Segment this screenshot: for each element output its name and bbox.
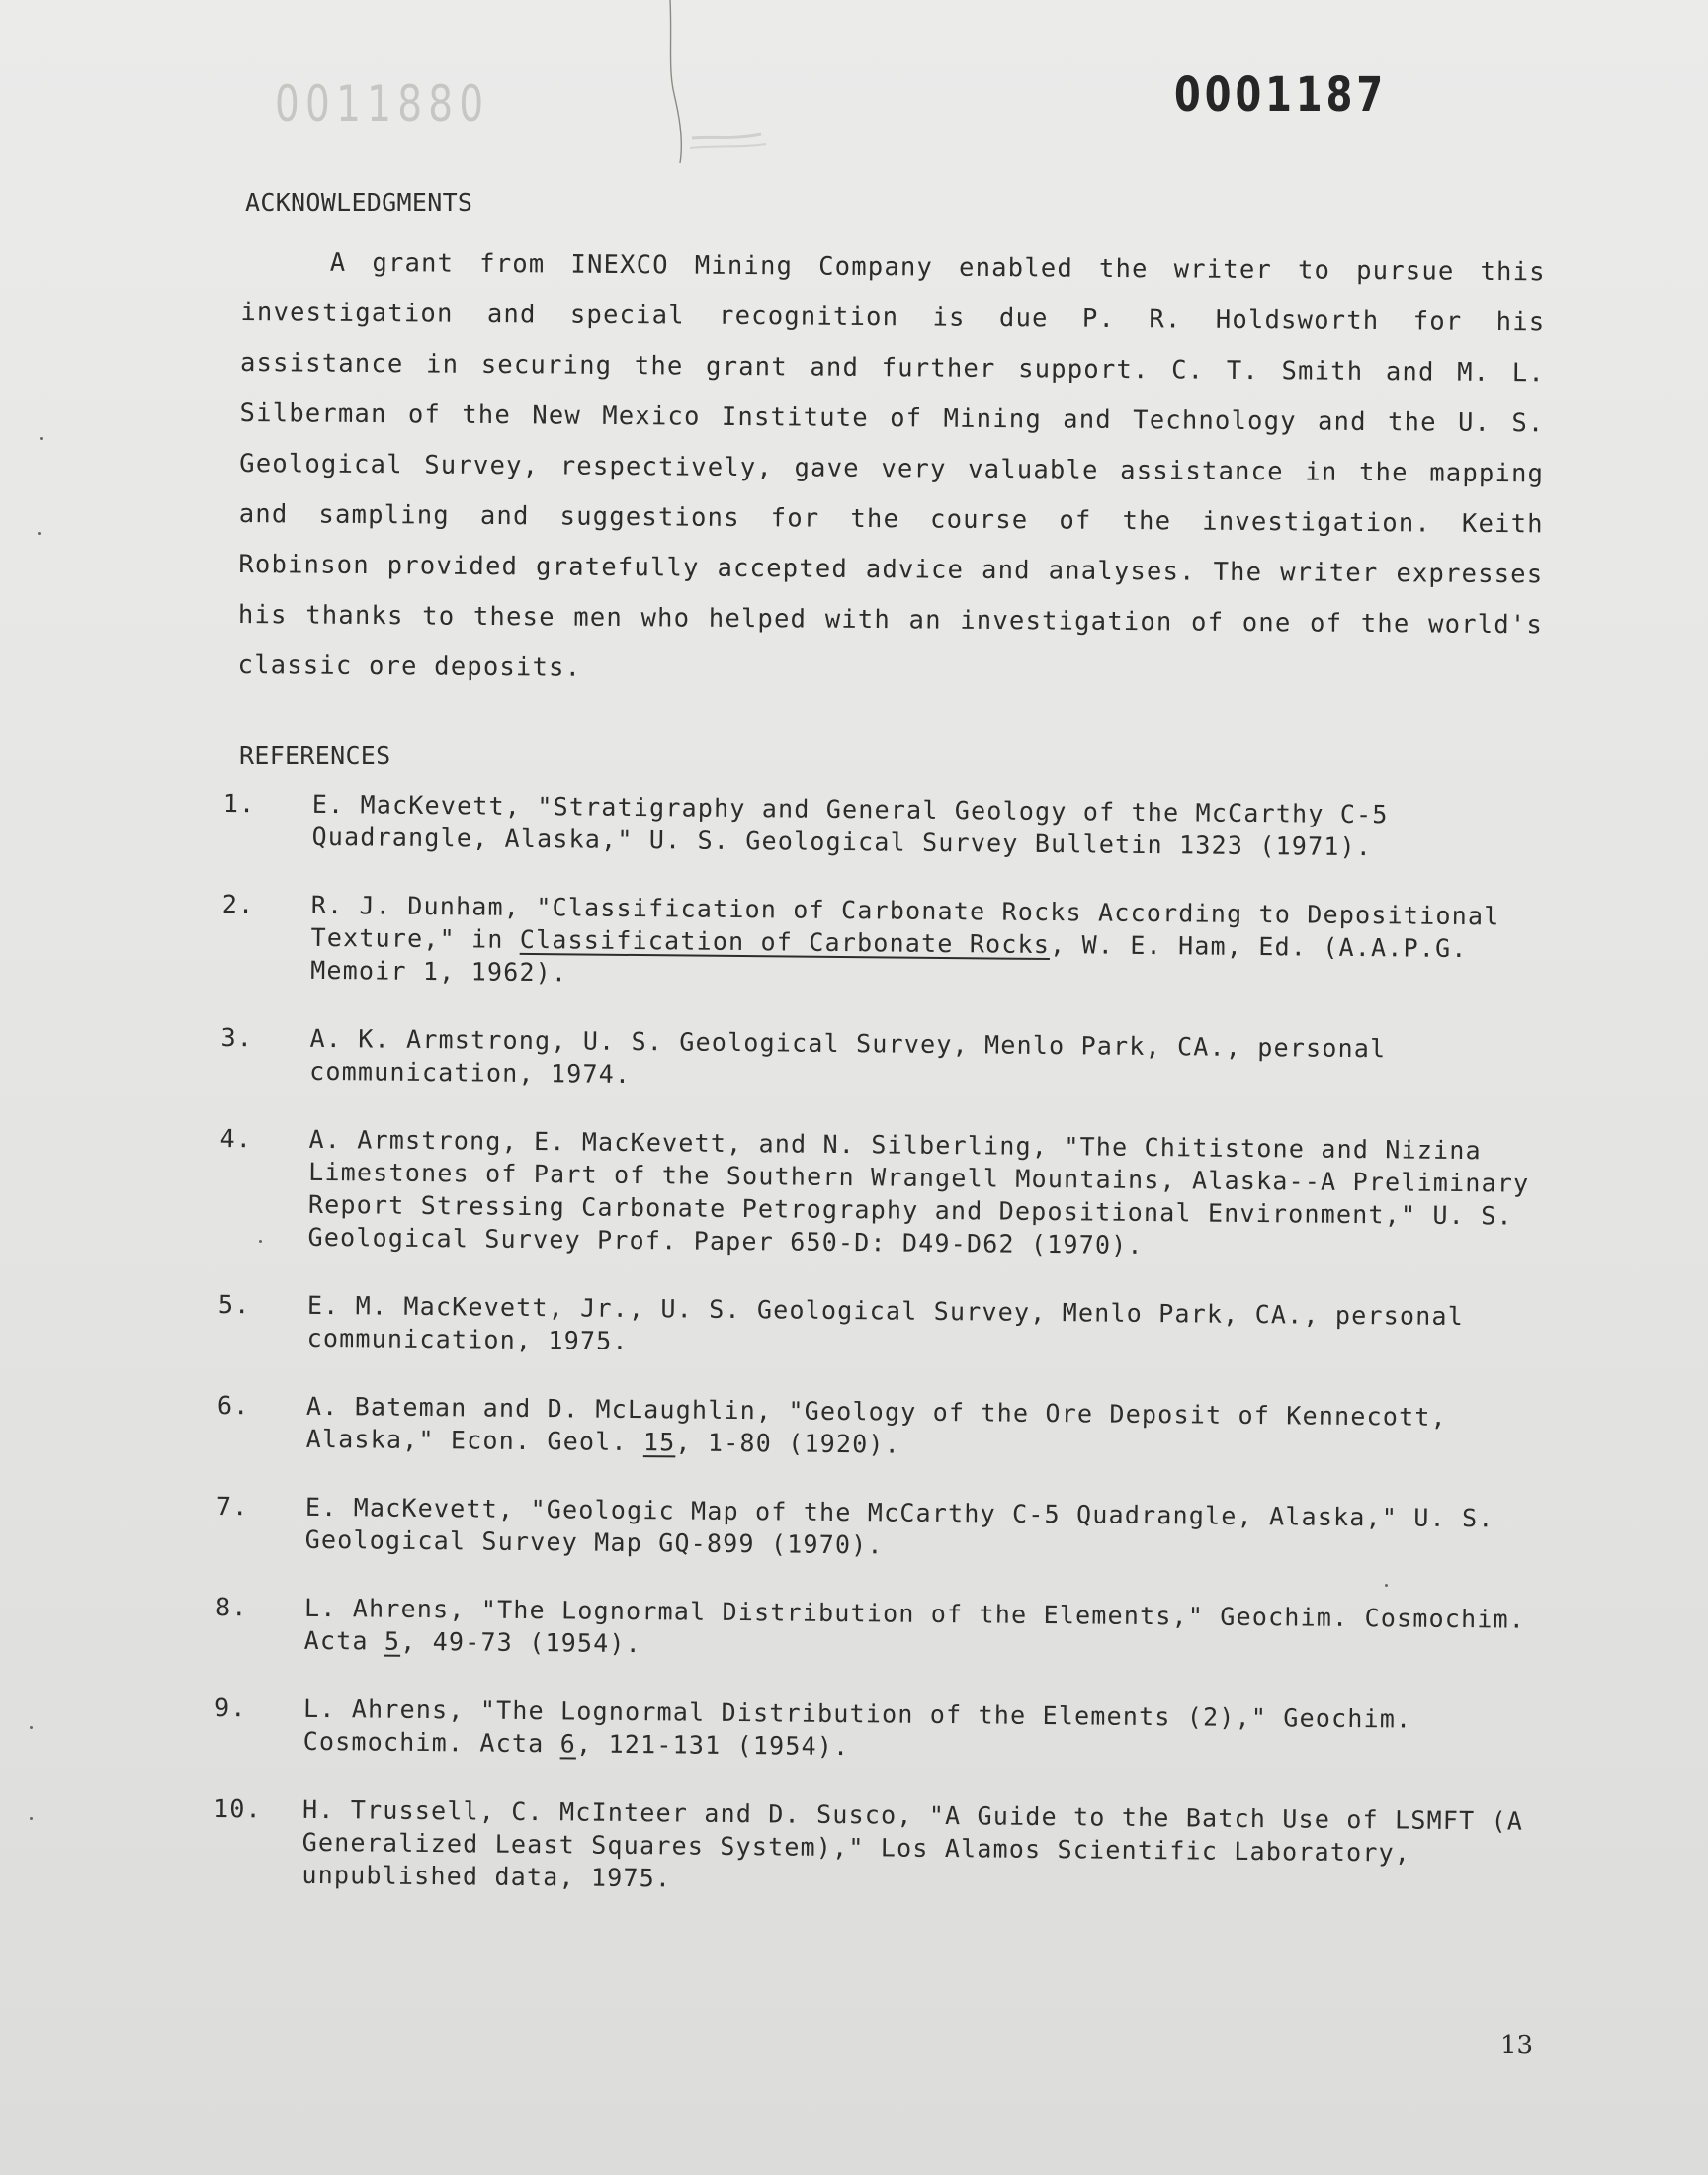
reference-item [213, 1792, 1558, 1903]
reference-number: 2. [221, 889, 255, 919]
reference-item [220, 1021, 1566, 1099]
document-number-stamp: 0001187 [1174, 67, 1388, 123]
reference-volume: 6 [559, 1729, 577, 1759]
reference-item [214, 1692, 1560, 1770]
margin-speck [38, 532, 41, 535]
reference-text: H. Trussell, C. McInteer and D. Susco, "A Guide to the Batch Use of LSMFT (A Generalized Least Squares System)," Los Alamos Scientific Laboratory, unpublished data, 1975. [301, 1794, 1524, 1893]
margin-speck [1385, 1584, 1388, 1587]
reference-text: A. Armstrong, E. MacKevett, and N. Silberling, "The Chitistone and Nizina Limestones of Part of the Southern Wrangell Mountains, Alaska--A Preliminary Report Stressing Carbonate Petrography and Depositional Environment," U. S. Geological Survey Prof. Paper 650-D: D49-D62 (1970). [307, 1124, 1530, 1260]
reference-text-post: , 1-80 (1920). [675, 1428, 901, 1459]
reference-number: 7. [215, 1491, 249, 1522]
reference-number: 4. [219, 1123, 253, 1154]
acknowledgments-body: A grant from INEXCO Mining Company enabled the writer to pursue this investigation and special recognition is due P. R. Holdsworth for his assistance in securing the grant and further support. C. T. Smith and M. L. Silberman of the New Mexico Institute of Mining and Technology and the U. S. Geological Survey, respectively, gave very valuable assistance in the mapping and sampling and suggestions for the course of the investigation. Keith Robinson provided gratefully accepted advice and analyses. The writer expresses his thanks to these men who helped with an investigation of one of the world's classic ore deposits. [237, 247, 1546, 683]
reference-item [218, 1122, 1564, 1265]
reference-text-pre: L. Ahrens, "The Lognormal Distribution of the Elements (2)," Geochim. Cosmochim. Acta [302, 1694, 1412, 1759]
reference-item [216, 1490, 1562, 1568]
acknowledgments-heading: ACKNOWLEDGMENTS [245, 188, 473, 217]
reference-text-pre: R. J. Dunham, "Classification of Carbonate Rocks According to Depositional Texture," in [310, 890, 1500, 954]
paper-fold-mark [662, 0, 771, 173]
page-number: 13 [1500, 2031, 1534, 2060]
reference-book-title: Classification of Carbonate Rocks [519, 924, 1051, 960]
reference-text-pre: A. Bateman and D. McLaughlin, "Geology of the Ore Deposit of Kennecott, Alaska," Econ. Geol. [305, 1391, 1447, 1457]
reference-text [306, 1390, 1563, 1467]
reference-text [304, 1592, 1561, 1669]
reference-number: 10. [213, 1793, 262, 1824]
margin-speck [40, 437, 43, 440]
reference-item [217, 1288, 1563, 1366]
reference-text: E. MacKevett, "Geologic Map of the McCarthy C-5 Quadrangle, Alaska," U. S. Geological Survey Map GQ-899 (1970). [304, 1492, 1494, 1560]
reference-volume: 5 [384, 1626, 401, 1656]
reference-text: E. MacKevett, "Stratigraphy and General Geology of the McCarthy C-5 Quadrangle, Alaska," U. S. Geological Survey Bulletin 1323 (1971). [311, 789, 1389, 862]
reference-item [221, 888, 1567, 999]
reference-text-pre: L. Ahrens, "The Lognormal Distribution of the Elements," Geochim. Cosmochim. Acta [303, 1593, 1526, 1656]
reference-text: A. K. Armstrong, U. S. Geological Survey, Menlo Park, CA., personal communication, 1974. [309, 1023, 1387, 1088]
reference-text: E. M. MacKevett, Jr., U. S. Geological Survey, Menlo Park, CA., personal communication, 1975. [306, 1290, 1465, 1355]
margin-speck [30, 1817, 33, 1820]
reference-text [303, 1693, 1560, 1770]
reference-item [215, 1591, 1561, 1669]
margin-speck [30, 1726, 33, 1729]
margin-speck [259, 1240, 262, 1243]
reference-number: 5. [217, 1289, 251, 1320]
references-list [213, 787, 1568, 1939]
reference-number: 6. [216, 1390, 250, 1421]
reference-number: 9. [214, 1693, 247, 1723]
references-heading: REFERENCES [239, 741, 391, 770]
reference-item [217, 1389, 1563, 1467]
reference-number: 3. [220, 1022, 254, 1053]
reference-text-post: , 121-131 (1954). [575, 1729, 850, 1762]
reference-text-post: , 49-73 (1954). [400, 1626, 642, 1659]
reference-text-post: , W. E. Ham, Ed. (A.A.P.G. Memoir 1, 1962). [310, 930, 1468, 988]
reference-volume: 15 [642, 1428, 676, 1457]
reference-item [222, 787, 1568, 865]
reference-number: 1. [222, 788, 256, 819]
reference-text [310, 889, 1567, 999]
faint-stamp-number: 0011880 [275, 75, 490, 132]
reference-number: 8. [214, 1592, 248, 1622]
